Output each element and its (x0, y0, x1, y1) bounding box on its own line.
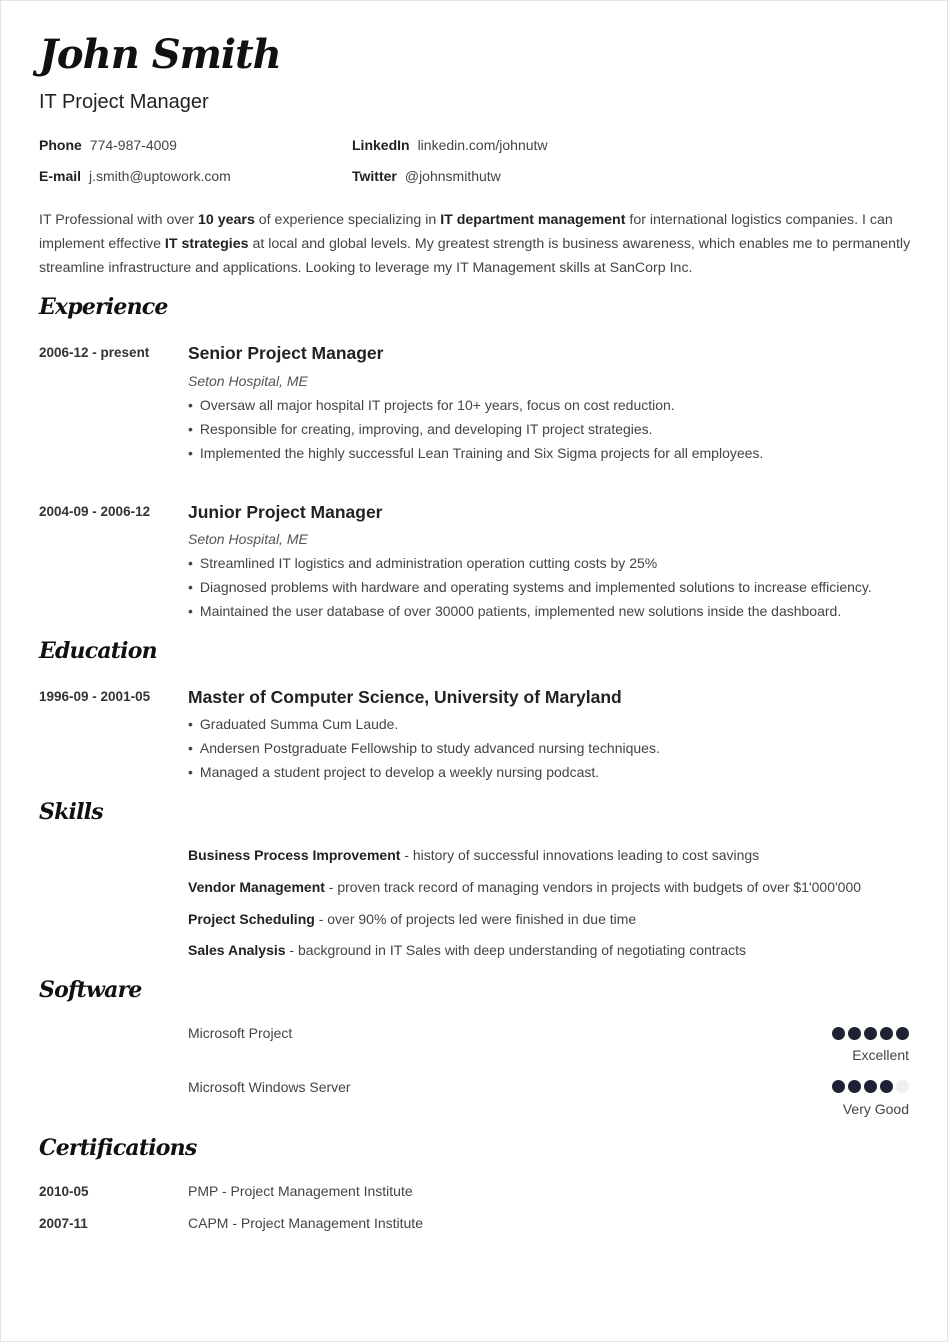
skill-item (188, 911, 636, 927)
list-item: • Graduated Summa Cum Laude. (188, 712, 660, 736)
skill-name: Vendor Management (188, 879, 325, 895)
rating-dot (864, 1080, 877, 1093)
experience-date: 2004-09 - 2006-12 (39, 504, 151, 519)
section-heading-education: Education (39, 638, 157, 664)
software-name: Microsoft Windows Server (188, 1079, 351, 1095)
software-level: Very Good (842, 1101, 909, 1117)
skill-description: - proven track record of managing vendors in projects with budgets of over $1'000'000 (324, 879, 862, 895)
list-item: • Diagnosed problems with hardware and operating systems and implemented solutions to increase efficiency. (188, 575, 872, 599)
section-heading-certifications: Certifications (39, 1135, 197, 1161)
rating-dot (848, 1080, 861, 1093)
skill-description: - over 90% of projects led were finished in due time (314, 911, 637, 927)
contact-phone (39, 137, 177, 153)
education-bullets (188, 712, 660, 784)
software-name: Microsoft Project (188, 1025, 293, 1041)
rating-dot (864, 1027, 877, 1040)
software-rating (832, 1080, 909, 1093)
skill-item (188, 847, 759, 863)
rating-dot (880, 1027, 893, 1040)
experience-title: Junior Project Manager (188, 502, 383, 522)
education-date: 1996-09 - 2001-05 (39, 689, 151, 704)
skill-name: Business Process Improvement (188, 847, 401, 863)
list-item: • Oversaw all major hospital IT projects for 10+ years, focus on cost reduction. (188, 393, 763, 417)
list-item: • Maintained the user database of over 30000 patients, implemented new solutions inside the dashboard. (188, 599, 872, 623)
summary-highlight: IT department management (440, 212, 626, 228)
section-heading-experience: Experience (39, 294, 168, 320)
certification-date: 2007-11 (39, 1216, 88, 1231)
contact-label: E-mail (39, 168, 82, 184)
skill-name: Sales Analysis (188, 942, 286, 958)
skill-item (188, 879, 861, 895)
summary-text: at local and global levels. My greatest strength is business awareness, which enables me to permanently streamline infrastructure and applications. Looking to leverage my IT Management skills at SanCorp Inc. (39, 236, 911, 276)
list-item: • Implemented the highly successful Lean Training and Six Sigma projects for all employees. (188, 441, 763, 465)
candidate-name: John Smith (39, 31, 281, 78)
contact-label: LinkedIn (352, 137, 410, 153)
contact-value: @johnsmithutw (404, 168, 501, 184)
skill-item (188, 942, 746, 958)
contact-value: linkedin.com/johnutw (417, 137, 548, 153)
list-item: • Responsible for creating, improving, and developing IT project strategies. (188, 417, 763, 441)
experience-bullets (188, 551, 872, 623)
experience-title: Senior Project Manager (188, 343, 384, 363)
list-item: • Streamlined IT logistics and administration operation cutting costs by 25% (188, 551, 872, 575)
contact-linkedin (352, 137, 548, 153)
profile-summary (39, 208, 914, 280)
contact-label: Twitter (352, 168, 397, 184)
rating-dot (896, 1027, 909, 1040)
experience-date: 2006-12 - present (39, 345, 150, 360)
skill-description: - history of successful innovations leading to cost savings (400, 847, 760, 863)
summary-text: for international logistics companies. I can implement effective (39, 212, 893, 252)
rating-dot (880, 1080, 893, 1093)
rating-dot (848, 1027, 861, 1040)
contact-twitter (352, 168, 501, 184)
rating-dot (832, 1080, 845, 1093)
software-level: Excellent (852, 1047, 909, 1063)
certification-date: 2010-05 (39, 1184, 89, 1199)
section-heading-software: Software (39, 977, 142, 1003)
rating-dot (832, 1027, 845, 1040)
contact-email (39, 168, 231, 184)
rating-dot (896, 1080, 909, 1093)
list-item: • Andersen Postgraduate Fellowship to study advanced nursing techniques. (188, 736, 660, 760)
certification-name: PMP - Project Management Institute (188, 1183, 413, 1199)
contact-value: 774-987-4009 (89, 137, 177, 153)
summary-text: of experience specializing in (254, 212, 441, 228)
certification-name: CAPM - Project Management Institute (188, 1215, 423, 1231)
experience-company: Seton Hospital, ME (188, 531, 308, 547)
section-heading-skills: Skills (39, 799, 103, 825)
job-title-heading: IT Project Manager (39, 91, 209, 113)
summary-highlight: IT strategies (164, 236, 249, 252)
contact-value: j.smith@uptowork.com (89, 168, 231, 184)
education-title: Master of Computer Science, University of Maryland (188, 687, 622, 707)
experience-bullets (188, 393, 763, 465)
skill-description: - background in IT Sales with deep understanding of negotiating contracts (285, 942, 747, 958)
summary-highlight: 10 years (198, 212, 255, 228)
software-rating (832, 1027, 909, 1040)
experience-company: Seton Hospital, ME (188, 373, 308, 389)
summary-text: IT Professional with over (39, 212, 199, 228)
skill-name: Project Scheduling (188, 911, 315, 927)
list-item: • Managed a student project to develop a weekly nursing podcast. (188, 760, 660, 784)
contact-label: Phone (39, 137, 82, 153)
